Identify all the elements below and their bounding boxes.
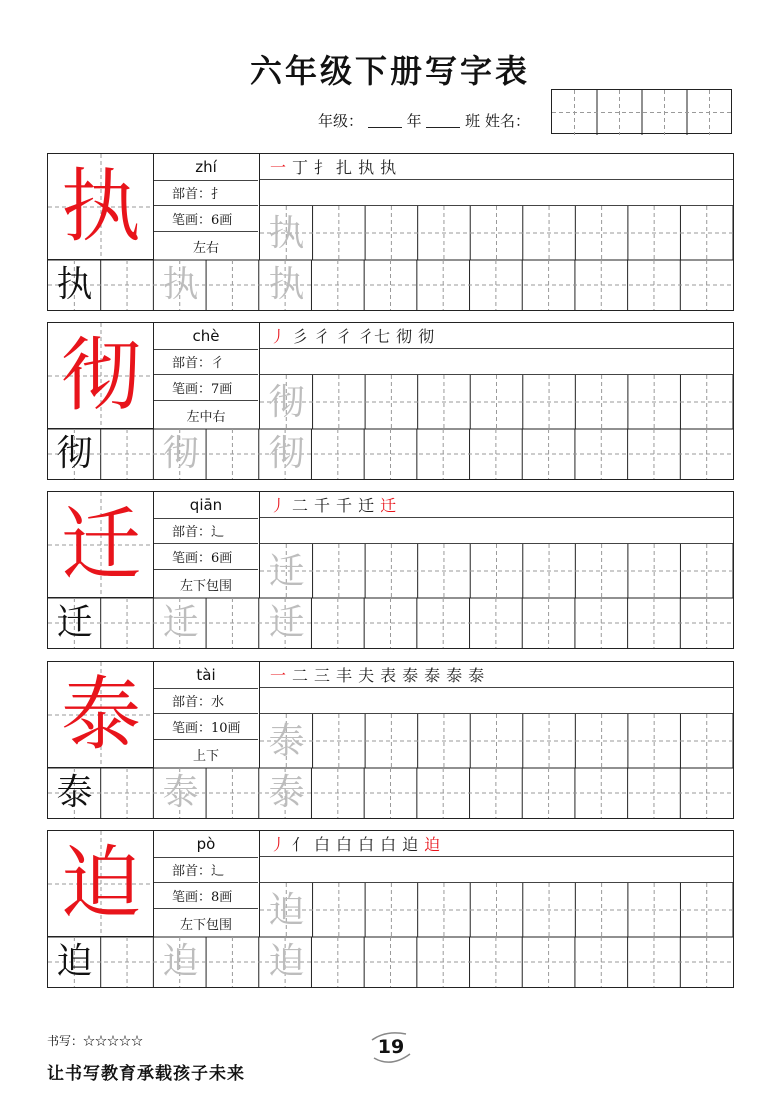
- character-block: [47, 661, 734, 819]
- radical: 部首：辶: [154, 857, 258, 883]
- character-info: [154, 323, 260, 429]
- character-info: [154, 662, 260, 768]
- stroke-step: 白: [380, 835, 397, 854]
- stroke-count: 笔画：6画: [154, 206, 258, 232]
- trace-character: 执: [268, 263, 305, 305]
- character-block: [47, 830, 734, 988]
- blank-row: [260, 688, 733, 714]
- model-character: 迁: [61, 498, 141, 591]
- stroke-step: 泰: [468, 666, 485, 685]
- grade-blank[interactable]: [368, 113, 402, 128]
- stroke-order: [260, 154, 733, 180]
- stroke-step: 执: [380, 158, 397, 177]
- blank-row: [260, 180, 733, 206]
- model-character-cell: [48, 154, 154, 260]
- stroke-step: 泰: [446, 666, 463, 685]
- trace-character: 迫: [268, 889, 305, 931]
- stroke-step: 彡: [292, 327, 309, 346]
- name-label: 姓名：: [484, 112, 530, 130]
- model-character: 彻: [61, 329, 141, 422]
- stroke-step: 彻: [418, 327, 435, 346]
- stroke-step: 丰: [336, 666, 353, 685]
- stroke-step: 迁: [358, 496, 375, 515]
- model-character-cell: [48, 492, 154, 598]
- class-blank[interactable]: [426, 113, 460, 128]
- pinyin: zhí: [154, 154, 258, 181]
- stroke-step: 执: [358, 158, 375, 177]
- stroke-order: [260, 831, 733, 857]
- radical: 部首：辶: [154, 518, 258, 544]
- stroke-step: 千: [336, 496, 353, 515]
- trace-character: 迁: [162, 601, 199, 643]
- stroke-step: 丿: [270, 496, 287, 515]
- trace-character: 泰: [268, 771, 305, 813]
- structure: 左下包围: [179, 578, 232, 594]
- stroke-step: 迫: [424, 835, 441, 854]
- stroke-step: 一: [270, 666, 287, 685]
- page-number: 19: [377, 1036, 405, 1058]
- stroke-step: 二: [292, 496, 309, 515]
- rating-label: 书写：☆☆☆☆☆: [47, 1034, 144, 1048]
- stroke-step: 彳七: [358, 327, 391, 346]
- trace-character: 迫: [162, 940, 199, 982]
- blank-row: [260, 518, 733, 544]
- stroke-step: 迫: [402, 835, 419, 854]
- trace-character: 执: [162, 263, 199, 305]
- trace-character: 彻: [162, 432, 199, 474]
- radical: 部首：扌: [154, 180, 258, 206]
- slogan: 让书写教育承载孩子未来: [47, 1064, 245, 1084]
- stroke-step: 亻: [292, 835, 309, 854]
- structure: 左下包围: [179, 917, 232, 933]
- character-block: [47, 491, 734, 649]
- trace-character: 彻: [268, 432, 305, 474]
- stroke-count: 笔画：10画: [154, 714, 258, 740]
- stroke-step: 白: [314, 835, 331, 854]
- blank-row: [260, 349, 733, 375]
- character-block: [47, 153, 734, 311]
- trace-character: 迁: [268, 550, 305, 592]
- structure: 上下: [192, 748, 219, 764]
- stroke-count: 笔画：8画: [154, 883, 258, 909]
- trace-character: 迁: [268, 601, 305, 643]
- page-title: 六年级下册写字表: [249, 52, 530, 90]
- blank-row: [260, 857, 733, 883]
- stroke-step: 丿: [270, 327, 287, 346]
- model-character: 迫: [61, 837, 141, 930]
- radical: 部首：彳: [154, 349, 258, 375]
- trace-character: 执: [268, 212, 305, 254]
- trace-character: 迫: [268, 940, 305, 982]
- stroke-step: 丁: [292, 158, 309, 177]
- stroke-order: [260, 662, 733, 688]
- grade-label: 年级：: [318, 112, 364, 130]
- stroke-step: 千: [314, 496, 331, 515]
- example-character: 迁: [56, 601, 93, 643]
- character-info: [154, 492, 260, 598]
- pinyin: chè: [154, 323, 258, 350]
- model-character: 执: [61, 160, 141, 253]
- stroke-step: 表: [380, 666, 397, 685]
- stroke-step: 白: [358, 835, 375, 854]
- stroke-order: [260, 323, 733, 349]
- stroke-step: 扌: [314, 158, 331, 177]
- pinyin: qiān: [154, 492, 258, 519]
- stroke-step: 彳: [336, 327, 353, 346]
- pinyin: tài: [154, 662, 258, 689]
- structure: 左右: [192, 240, 219, 256]
- stroke-step: 白: [336, 835, 353, 854]
- example-character: 执: [56, 263, 93, 305]
- stroke-step: 一: [270, 158, 287, 177]
- model-character-cell: [48, 323, 154, 429]
- stroke-step: 夫: [358, 666, 375, 685]
- trace-character: 彻: [268, 381, 305, 423]
- character-info: [154, 831, 260, 937]
- stroke-step: 彻: [396, 327, 413, 346]
- stroke-order: [260, 492, 733, 518]
- character-info: [154, 154, 260, 260]
- name-box-grid: [552, 90, 733, 135]
- stroke-count: 笔画：6画: [154, 544, 258, 570]
- character-block: [47, 322, 734, 480]
- example-character: 彻: [56, 432, 93, 474]
- structure: 左中右: [186, 409, 226, 425]
- name-writing-box[interactable]: [551, 89, 732, 134]
- model-character: 泰: [61, 668, 141, 761]
- stroke-step: 迁: [380, 496, 397, 515]
- year-label: 年: [406, 112, 422, 130]
- stroke-step: 扎: [336, 158, 353, 177]
- model-character-cell: [48, 831, 154, 937]
- radical: 部首：水: [154, 688, 258, 714]
- example-character: 迫: [56, 940, 93, 982]
- stroke-step: 彳: [314, 327, 331, 346]
- example-character: 泰: [56, 771, 93, 813]
- stroke-step: 泰: [424, 666, 441, 685]
- stroke-step: 二: [292, 666, 309, 685]
- stroke-step: 泰: [402, 666, 419, 685]
- student-info: [318, 110, 530, 131]
- stroke-step: 三: [314, 666, 331, 685]
- class-label: 班: [465, 112, 481, 130]
- trace-character: 泰: [268, 720, 305, 762]
- stroke-count: 笔画：7画: [154, 375, 258, 401]
- pinyin: pò: [154, 831, 258, 858]
- trace-character: 泰: [162, 771, 199, 813]
- model-character-cell: [48, 662, 154, 768]
- stroke-step: 丿: [270, 835, 287, 854]
